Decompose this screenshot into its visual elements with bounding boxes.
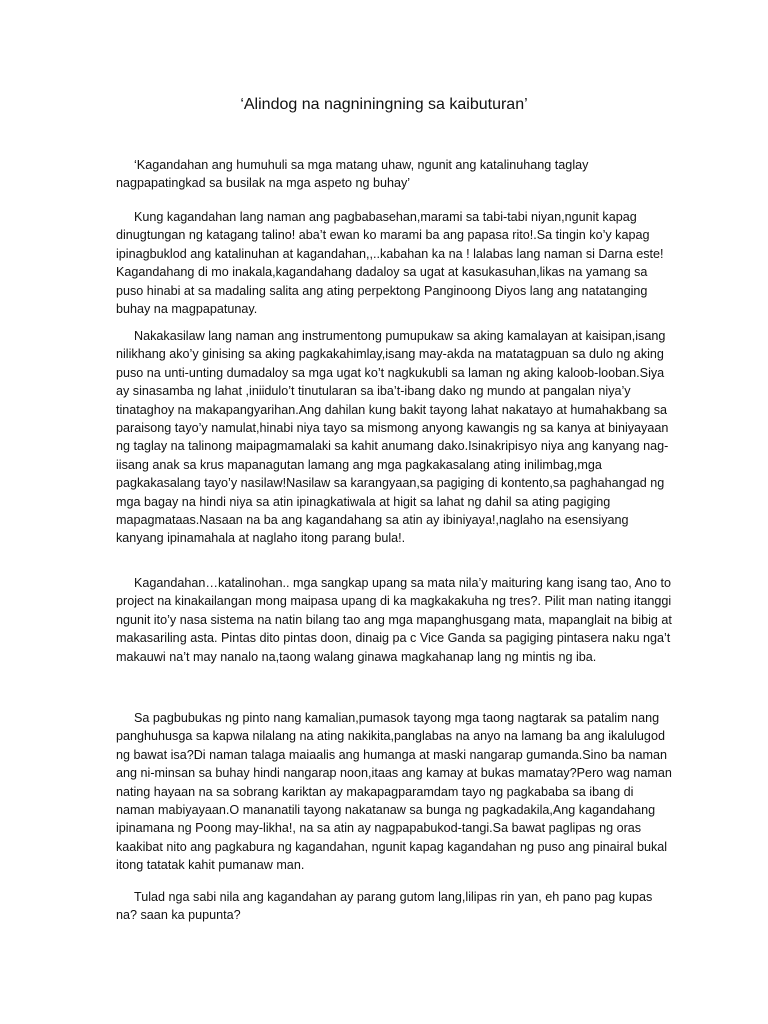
paragraph-2: Nakakasilaw lang naman ang instrumentong pumupukaw sa aking kamalayan at kaisipan,isang nilikhang ako’y ginising sa aking pagkakahimlay,isang may-akda na matatagpuan sa dulo ng aking puso na unti-unting dumadaloy sa mga ugat ko’t nagkukubli sa laman ng aking kaloob-looban.Siya ay sinasamba ng lahat ,iniidulo’t tinutularan sa iba’t-ibang dako ng mundo at pangalan niya’y tinataghoy na makapangyarihan.Ang dahilan kung bakit tayong lahat nakatayo at humahakbang sa paraisong tayo’y namulat,hinabi niya tayo sa mismong anyong kawangis ng sa kanya at biniyayaan ng taglay na talinong maipagmamalaki sa kahit anumang dako.Isinakripisyo niya ang kanyang nag-iisang anak sa krus mapanagutan lamang ang mga pagkakasalang ating inilimbag,mga pagkakasalang tayo’y nasilaw!Nasilaw sa karangyaan,sa pagiging di kontento,sa paghahangad ng mga bagay na hindi niya sa atin ipinagkatiwala at higit sa lahat ng dahil sa ating pagiging mapagmataas.Nasaan na ba ang kagandahang sa atin ay ibiniyaya!,naglaho na esensiyang kanyang ipinamahala at naglaho itong parang bula!. (116, 329, 669, 546)
paragraph-4: Sa pagbubukas ng pinto nang kamalian,pumasok tayong mga taong nagtarak sa patalim nang panghuhusga sa kapwa nilalang na ating nakikita,panglabas na anyo na lamang ba ang ikalulugod ng bawat isa?Di naman talaga maiaalis ang humanga at maski nangarap gumanda.Sino ba naman ang ni-minsan sa buhay hindi nangarap noon,itaas ang kamay at bukas mamatay?Pero wag naman nating hayaan na sa sobrang kariktan ay makapagparamdam tayo ng pagkababa sa ibang di naman mabiyayaan.O mananatili tayong nakatanaw sa bunga ng pagkadakila,Ang kagandahang ipinamana ng Poong may-likha!, na sa atin ay nagpapabukod-tangi.Sa bawat paglipas ng oras kaakibat nito ang pagkabura ng kagandahan, ngunit kapag kagandahan ng puso ang pinairal bukal itong tatatak kahit pumanaw man. (116, 711, 672, 873)
paragraph-epigraph: ‘Kagandahan ang humuhuli sa mga matang uhaw, ngunit ang katalinuhang taglay nagpapatingkad sa busilak na mga aspeto ng buhay’ (116, 158, 589, 191)
paragraph-1: Kung kagandahan lang naman ang pagbabasehan,marami sa tabi-tabi niyan,ngunit kapag dinugtungan ng katagang talino! aba’t ewan ko marami ba ang papasa rito!.Sa tingin ko’y kapag ipinagbuklod ang katalinuhan at kagandahan,,..kabahan ka na ! lalabas lang naman si Darna este! Kagandahang di mo inakala,kagandahang dadaloy sa ugat at kasukasuhan,likas na yamang sa puso hinabi at sa madaling salita ang ating perpektong Panginoong Diyos lang ang natatanging buhay na magpapatunay. (116, 210, 664, 317)
document-title: ‘Alindog na nagniningning sa kaibuturan’ (240, 96, 528, 113)
paragraph-5: Tulad nga sabi nila ang kagandahan ay parang gutom lang,lilipas rin yan, eh pano pag kupas na? saan ka pupunta? (116, 890, 653, 923)
paragraph-3: Kagandahan…katalinohan.. mga sangkap upang sa mata nila’y maituring kang isang tao, Ano to project na kinakailangan mong maipasa upang di ka magkakakuha ng tres?. Pilit man nating itanggi ngunit ito’y nasa sistema na natin bilang tao ang mga mapanghusgang mata, mapanglait na bibig at makasariling asta. Pintas dito pintas doon, dinaig pa c Vice Ganda sa pagiging pintasera naku nga’t makauwi na’t may nanalo na,taong walang ginawa magkahanap lang ng mintis ng iba. (116, 576, 672, 664)
